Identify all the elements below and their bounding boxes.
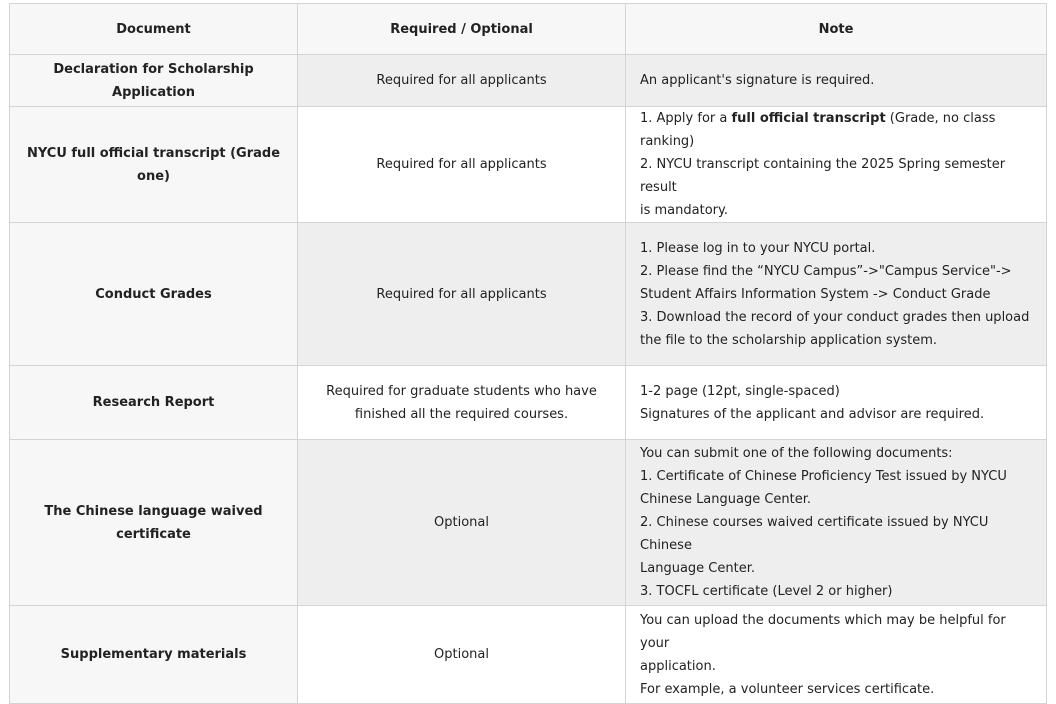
requirement-text: Required for graduate students who have [326, 383, 597, 399]
note-cell [626, 55, 1047, 107]
header-requirement: Required / Optional [298, 4, 626, 55]
note-line: 3. TOCFL certificate (Level 2 or higher) [640, 584, 893, 599]
note-line: is mandatory. [640, 203, 728, 218]
note-line: 3. Download the record of your conduct grades then upload [640, 309, 1030, 325]
note-line [640, 107, 1032, 153]
document-name: Research Report [10, 366, 298, 440]
note-cell [626, 440, 1047, 606]
note-cell [626, 606, 1047, 704]
document-name: The Chinese language waived certificate [10, 440, 298, 606]
table-row [10, 606, 1047, 704]
table-row [10, 223, 1047, 366]
note-line: the file to the scholarship application system. [640, 332, 938, 348]
note-line: 2. Please find the “NYCU Campus”->"Campus Service"-> [640, 263, 1012, 279]
note-line: 1-2 page (12pt, single-spaced) [640, 383, 840, 399]
requirement-text: Required for all applicants [376, 73, 547, 88]
document-name: NYCU full official transcript (Grade one) [10, 107, 298, 223]
note-line: Signatures of the applicant and advisor are required. [640, 406, 985, 422]
requirement-cell [298, 55, 626, 107]
note-cell [626, 107, 1047, 223]
requirement-text: finished all the required courses. [354, 406, 569, 422]
note-line: You can upload the documents which may be helpful for your [640, 612, 1006, 651]
document-name: Declaration for Scholarship Application [10, 55, 298, 107]
note-cell [626, 223, 1047, 366]
note-line: 2. Chinese courses waived certificate issued by NYCU Chinese [640, 515, 989, 553]
header-row [10, 4, 1047, 55]
header-note: Note [626, 4, 1047, 55]
document-name: Supplementary materials [10, 606, 298, 704]
header-document: Document [10, 4, 298, 55]
note-line: For example, a volunteer services certificate. [640, 681, 935, 697]
requirement-text: Optional [434, 515, 489, 530]
note-line: 2. NYCU transcript containing the 2025 Spring semester result [640, 157, 1006, 195]
note-text: 1. Apply for a [640, 111, 732, 126]
requirement-cell [298, 366, 626, 440]
documents-table [9, 3, 1047, 704]
note-line: Language Center. [640, 561, 755, 576]
note-line: An applicant's signature is required. [640, 73, 875, 88]
note-emphasis: full official transcript [731, 111, 886, 126]
document-name: Conduct Grades [10, 223, 298, 366]
note-line: You can submit one of the following documents: [640, 446, 953, 461]
table-row [10, 366, 1047, 440]
table-row [10, 107, 1047, 223]
requirement-text: Required for all applicants [376, 157, 547, 172]
table-row [10, 440, 1047, 606]
requirement-cell [298, 440, 626, 606]
note-line: 1. Certificate of Chinese Proficiency Test issued by NYCU [640, 469, 1007, 484]
note-line: Chinese Language Center. [640, 492, 812, 507]
note-line: Student Affairs Information System -> Conduct Grade [640, 286, 991, 302]
requirement-cell [298, 606, 626, 704]
note-cell [626, 366, 1047, 440]
requirement-cell [298, 107, 626, 223]
requirement-text: Optional [434, 647, 489, 662]
requirement-cell [298, 223, 626, 366]
note-text: (Grade, no class ranking) [640, 111, 996, 149]
note-line: 1. Please log in to your NYCU portal. [640, 240, 876, 256]
note-line: application. [640, 658, 716, 674]
table-row [10, 55, 1047, 107]
requirement-text: Required for all applicants [376, 286, 547, 302]
